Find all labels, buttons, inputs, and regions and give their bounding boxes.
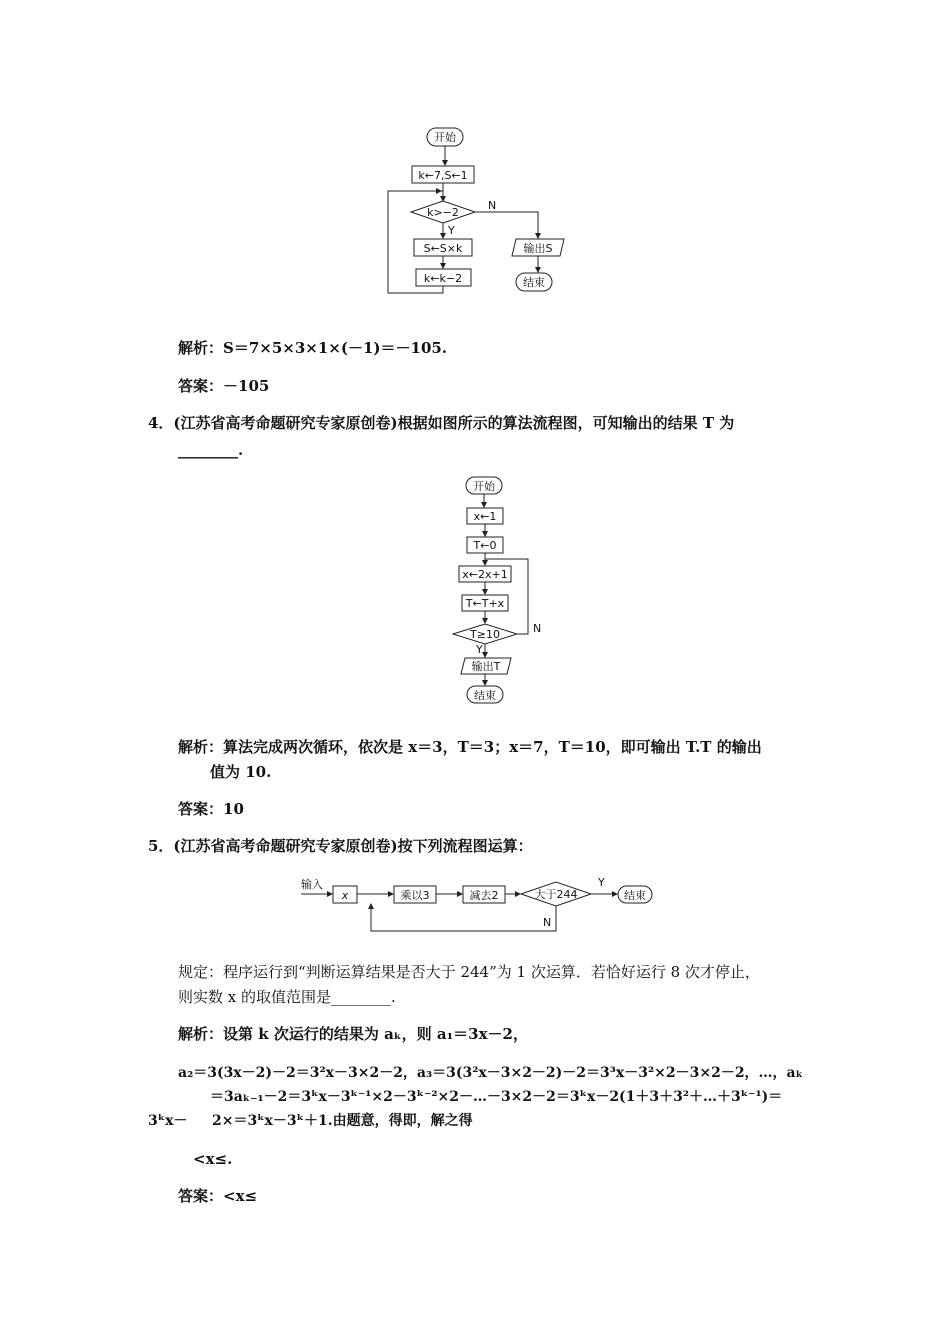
fc1-output: 输出S (523, 242, 553, 255)
fc2-yes: Y (476, 643, 483, 656)
q5-rule-line2: 则实数 x 的取值范围是________. (178, 988, 396, 1006)
fc2-b4: T←T+x (465, 597, 505, 610)
fc2-start: 开始 (473, 480, 495, 493)
q5-answer: 答案：<x≤ (178, 1187, 258, 1205)
fc1-yes: Y (448, 224, 455, 237)
q3-solution: 解析：S＝7×5×3×1×(－1)＝－105. (178, 339, 448, 357)
fc2-no: N (533, 622, 542, 635)
fc3-yes: Y (598, 876, 605, 889)
fc1-end: 结束 (523, 276, 545, 289)
fc3-x: x (341, 889, 349, 902)
q4-solution: 解析：算法完成两次循环，依次是 x＝3，T＝3；x＝7，T＝10，即可输出 T.T 的输出 (178, 738, 762, 756)
fc1-cond: k>−2 (427, 206, 459, 219)
q4-prompt: 4．(江苏省高考命题研究专家原创卷)根据如图所示的算法流程图，可知输出的结果 T 为 (148, 414, 735, 432)
q5-equation-line3a: 3ᵏx－ (148, 1113, 188, 1129)
q5-equation-line3b: 2×＝3ᵏx－3ᵏ＋1.由题意，得即，解之得 (212, 1113, 473, 1129)
fc1-mult: S←S×k (423, 242, 463, 255)
q5-equation-line1: a₂＝3(3x－2)－2＝3²x－3×2－2，a₃＝3(3²x－3×2－2)－2＝3³x－3²×2－3×2－2，…，aₖ (178, 1065, 803, 1081)
fc3-sub: 减去2 (469, 889, 499, 902)
q5-solution: 解析：设第 k 次运行的结果为 aₖ，则 a₁＝3x－2， (178, 1025, 528, 1043)
flowchart-1 (370, 120, 590, 305)
q5-equation-line4: <x≤. (193, 1150, 233, 1168)
fc1-start: 开始 (434, 131, 456, 144)
q4-solution-line2: 值为 10. (210, 763, 272, 781)
q5-rule-line1: 规定：程序运行到“判断运算结果是否大于 244”为 1 次运算．若恰好运行 8 次才停止， (178, 963, 760, 981)
flowchart-2 (445, 470, 545, 710)
fc3-cond: 大于244 (534, 888, 578, 901)
flowchart-3 (295, 870, 660, 938)
fc2-b3: x←2x+1 (462, 568, 508, 581)
fc3-input: 输入 (301, 878, 323, 891)
fc3-end: 结束 (624, 889, 646, 902)
fc2-cond: T≥10 (470, 628, 500, 641)
q5-equation-line2: ＝3aₖ₋₁－2＝3ᵏx－3ᵏ⁻¹×2－3ᵏ⁻²×2－…－3×2－2＝3ᵏx－2(1＋3＋3²＋…＋3ᵏ⁻¹)＝ (210, 1089, 783, 1105)
fc3-no: N (543, 916, 552, 929)
fc2-b2: T←0 (473, 539, 497, 552)
q3-answer: 答案：－105 (178, 377, 270, 395)
q5-prompt: 5．(江苏省高考命题研究专家原创卷)按下列流程图运算： (148, 837, 533, 855)
fc2-output: 输出T (471, 660, 501, 673)
fc1-dec: k←k−2 (423, 272, 463, 285)
fc3-mul: 乘以3 (400, 889, 430, 902)
q4-blank: ________. (178, 441, 244, 459)
fc2-end: 结束 (474, 689, 496, 702)
q4-answer: 答案：10 (178, 800, 244, 818)
fc2-b1: x←1 (473, 510, 497, 523)
fc1-no: N (488, 199, 497, 212)
fc1-init: k←7,S←1 (418, 169, 468, 182)
